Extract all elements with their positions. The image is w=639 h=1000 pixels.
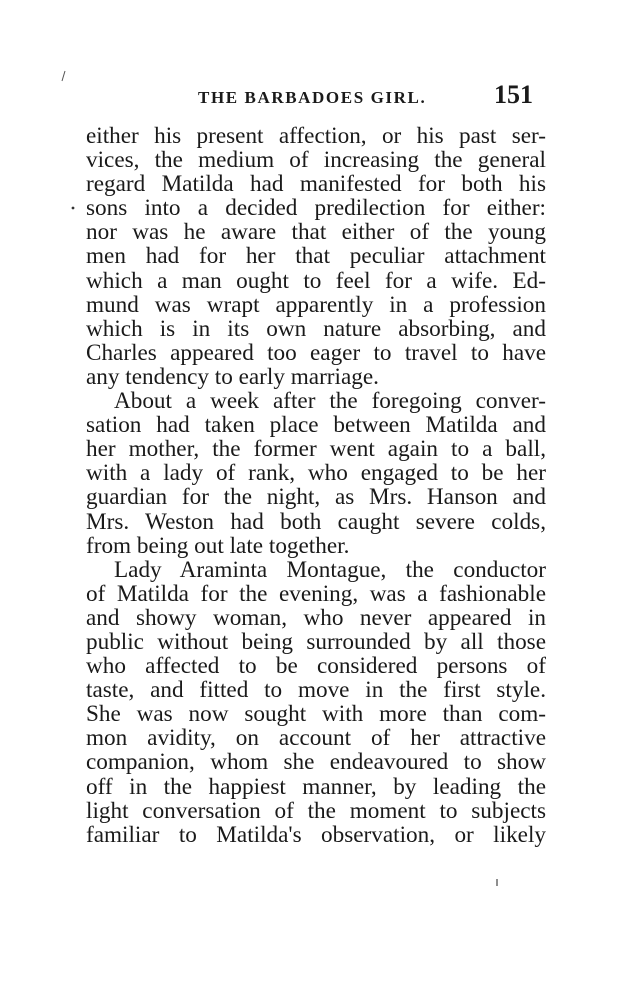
- text-line: taste, and fitted to move in the first style.: [86, 677, 546, 704]
- text-line: which a man ought to feel for a wife. Ed-: [86, 267, 546, 294]
- text-line: mon avidity, on account of her attractive: [86, 725, 546, 752]
- text-line: and showy woman, who never appeared in: [86, 604, 546, 631]
- text-line: from being out late together.: [86, 532, 350, 559]
- text-line: of Matilda for the evening, was a fashionable: [86, 580, 546, 607]
- text-line: who affected to be considered persons of: [86, 653, 546, 680]
- paragraph-start-line: About a week after the foregoing conver-: [114, 388, 546, 415]
- stray-mark: [60, 70, 68, 82]
- running-title: THE BARBADOES GIRL.: [198, 88, 427, 107]
- text-line: any tendency to early marriage.: [86, 363, 379, 390]
- text-line: sons into a decided predilection for either:: [86, 195, 546, 222]
- page-number: 151: [494, 80, 533, 109]
- text-line: her mother, the former went again to a ball,: [86, 436, 546, 463]
- text-line: regard Matilda had manifested for both his: [86, 171, 546, 198]
- text-line: familiar to Matilda's observation, or likely: [86, 821, 546, 848]
- text-line: vices, the medium of increasing the general: [86, 147, 546, 174]
- text-line: off in the happiest manner, by leading the: [86, 773, 546, 800]
- text-line: companion, whom she endeavoured to show: [86, 749, 546, 776]
- stray-mark: [70, 205, 76, 211]
- text-line: men had for her that peculiar attachment: [86, 243, 546, 270]
- text-line: with a lady of rank, who engaged to be her: [86, 460, 546, 487]
- stray-mark: [494, 878, 500, 888]
- paragraph-start-line: Lady Araminta Montague, the conductor: [114, 556, 546, 583]
- text-line: guardian for the night, as Mrs. Hanson and: [86, 484, 546, 511]
- text-line: Mrs. Weston had both caught severe colds,: [86, 508, 546, 535]
- text-line: public without being surrounded by all those: [86, 628, 546, 655]
- text-line: light conversation of the moment to subjects: [86, 797, 546, 824]
- body-text: [86, 124, 546, 847]
- text-line: She was now sought with more than com-: [86, 701, 546, 728]
- text-line: either his present affection, or his past ser-: [86, 123, 546, 149]
- text-line: which is in its own nature absorbing, and: [86, 315, 546, 342]
- text-line: mund was wrapt apparently in a profession: [86, 291, 546, 318]
- text-line: sation had taken place between Matilda and: [86, 412, 546, 439]
- text-line: Charles appeared too eager to travel to have: [86, 339, 546, 366]
- text-line: nor was he aware that either of the young: [86, 219, 546, 246]
